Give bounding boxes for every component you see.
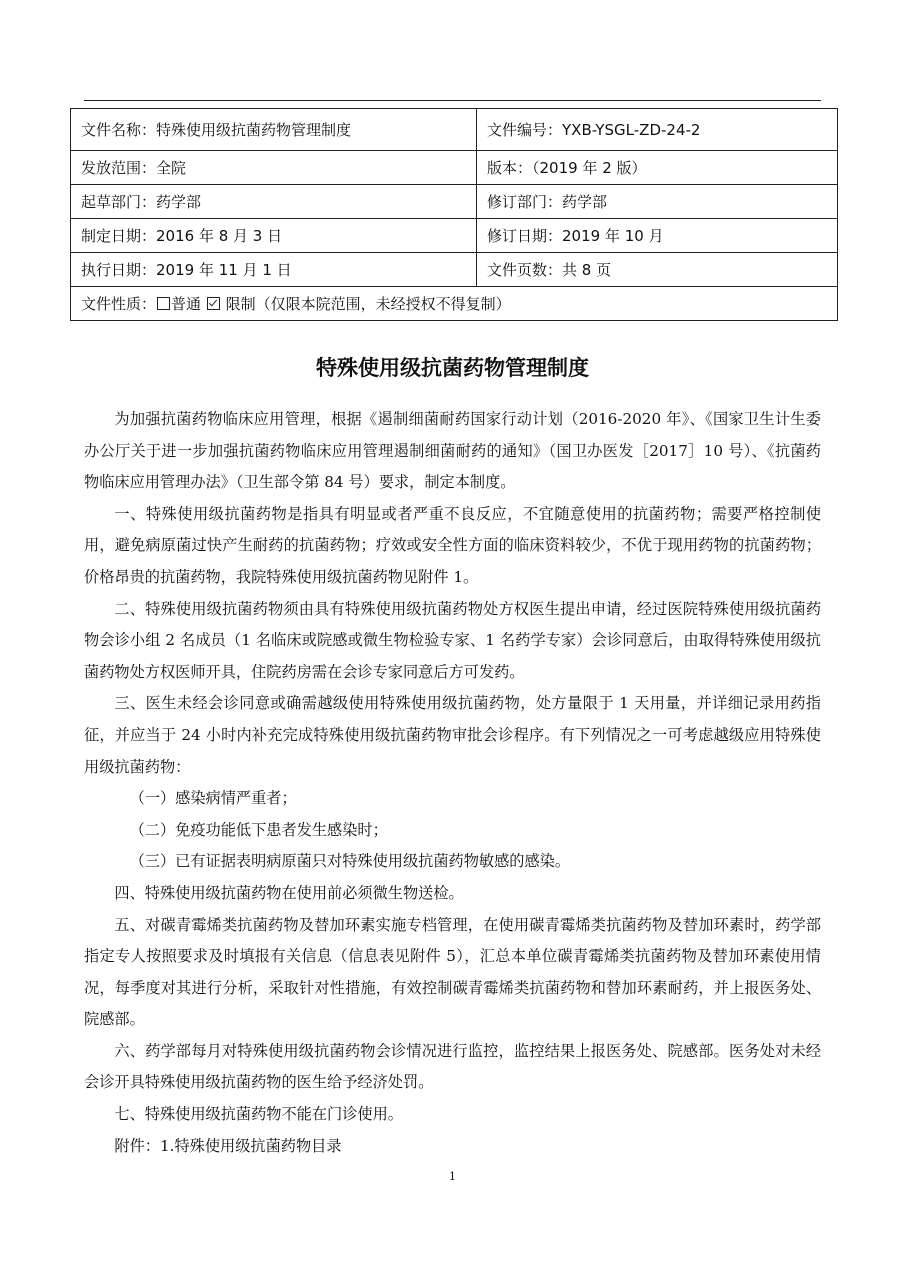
table-row (71, 109, 838, 151)
clause-3-item-1: （一）感染病情严重者； (129, 789, 297, 808)
clause-3-item-2: （二）免疫功能低下患者发生感染时； (129, 820, 388, 839)
clause-2: 二、特殊使用级抗菌药物须由具有特殊使用级抗菌药物处方权医生提出申请，经过医院特殊使用级抗菌药物会诊小组 2 名成员（1 名临床或院感或微生物检验专家、1 名药学专家）会诊同意后，由取得特殊使用级抗菌药物处方权医师开具，住院药房需在会诊专家同意后方可发药。 (84, 599, 821, 681)
made-date-cell: 制定日期：2016 年 8 月 3 日 (71, 219, 477, 253)
table-row (71, 219, 838, 253)
draft-dept-cell: 起草部门：药学部 (71, 185, 477, 219)
table-row (71, 151, 838, 185)
version-cell: 版本：（2019 年 2 版） (477, 151, 838, 185)
nature-restricted-label: 限制（仅限本院范围，未经授权不得复制） (225, 295, 511, 313)
file-nature-label: 文件性质： (81, 295, 157, 313)
revise-dept-cell: 修订部门：药学部 (477, 185, 838, 219)
scope-cell: 发放范围：全院 (71, 151, 477, 185)
clause-1: 一、特殊使用级抗菌药物是指具有明显或者严重不良反应，不宜随意使用的抗菌药物；需要严格控制使用，避免病原菌过快产生耐药的抗菌药物；疗效或安全性方面的临床资料较少，不优于现用药物的抗菌药物；价格昂贵的抗菌药物，我院特殊使用级抗菌药物见附件 1。 (84, 504, 821, 586)
file-name-cell: 文件名称：特殊使用级抗菌药物管理制度 (71, 109, 477, 151)
document-title: 特殊使用级抗菌药物管理制度 (316, 356, 589, 380)
nature-normal-label: 普通 (171, 295, 202, 313)
table-row (71, 185, 838, 219)
attachment-line: 附件：1.特殊使用级抗菌药物目录 (114, 1136, 342, 1155)
clause-6: 六、药学部每月对特殊使用级抗菌药物会诊情况进行监控，监控结果上报医务处、院感部。医务处对未经会诊开具特殊使用级抗菌药物的医生给予经济处罚。 (84, 1041, 821, 1092)
revise-date-cell: 修订日期：2019 年 10 月 (477, 219, 838, 253)
header-rule (84, 100, 821, 101)
pages-cell: 文件页数：共 8 页 (477, 253, 838, 287)
clause-3-item-3: （三）已有证据表明病原菌只对特殊使用级抗菌药物敏感的感染。 (129, 852, 571, 871)
clause-3: 三、医生未经会诊同意或确需越级使用特殊使用级抗菌药物，处方量限于 1 天用量，并详细记录用药指征，并应当于 24 小时内补充完成特殊使用级抗菌药物审批会诊程序。有下列情况之一可考虑越级应用特殊使用级抗菌药物： (84, 694, 821, 776)
intro-paragraph: 为加强抗菌药物临床应用管理，根据《遏制细菌耐药国家行动计划（2016-2020 年》、《国家卫生计生委办公厅关于进一步加强抗菌药物临床应用管理遏制细菌耐药的通知》（国卫办医发［2017］10 号）、《抗菌药物临床应用管理办法》（卫生部令第 84 号）要求，制定本制度。 (84, 410, 821, 492)
document-body (84, 404, 821, 1162)
document-info-table (70, 108, 838, 321)
unchecked-box-icon (157, 297, 170, 310)
file-code-cell: 文件编号：YXB-YSGL-ZD-24-2 (477, 109, 838, 151)
clause-4: 四、特殊使用级抗菌药物在使用前必须微生物送检。 (114, 883, 464, 902)
table-row (71, 287, 838, 321)
page-number: 1 (449, 1170, 456, 1183)
table-row (71, 253, 838, 287)
clause-7: 七、特殊使用级抗菌药物不能在门诊使用。 (114, 1105, 403, 1124)
exec-date-cell: 执行日期：2019 年 11 月 1 日 (71, 253, 477, 287)
file-nature-cell (71, 287, 838, 321)
clause-5: 五、对碳青霉烯类抗菌药物及替加环素实施专档管理，在使用碳青霉烯类抗菌药物及替加环素时，药学部指定专人按照要求及时填报有关信息（信息表见附件 5），汇总本单位碳青霉烯类抗菌药物及替加环素使用情况，每季度对其进行分析，采取针对性措施，有效控制碳青霉烯类抗菌药物和替加环素耐药，并上报医务处、院感部。 (84, 915, 821, 1029)
checked-box-icon (207, 297, 220, 310)
